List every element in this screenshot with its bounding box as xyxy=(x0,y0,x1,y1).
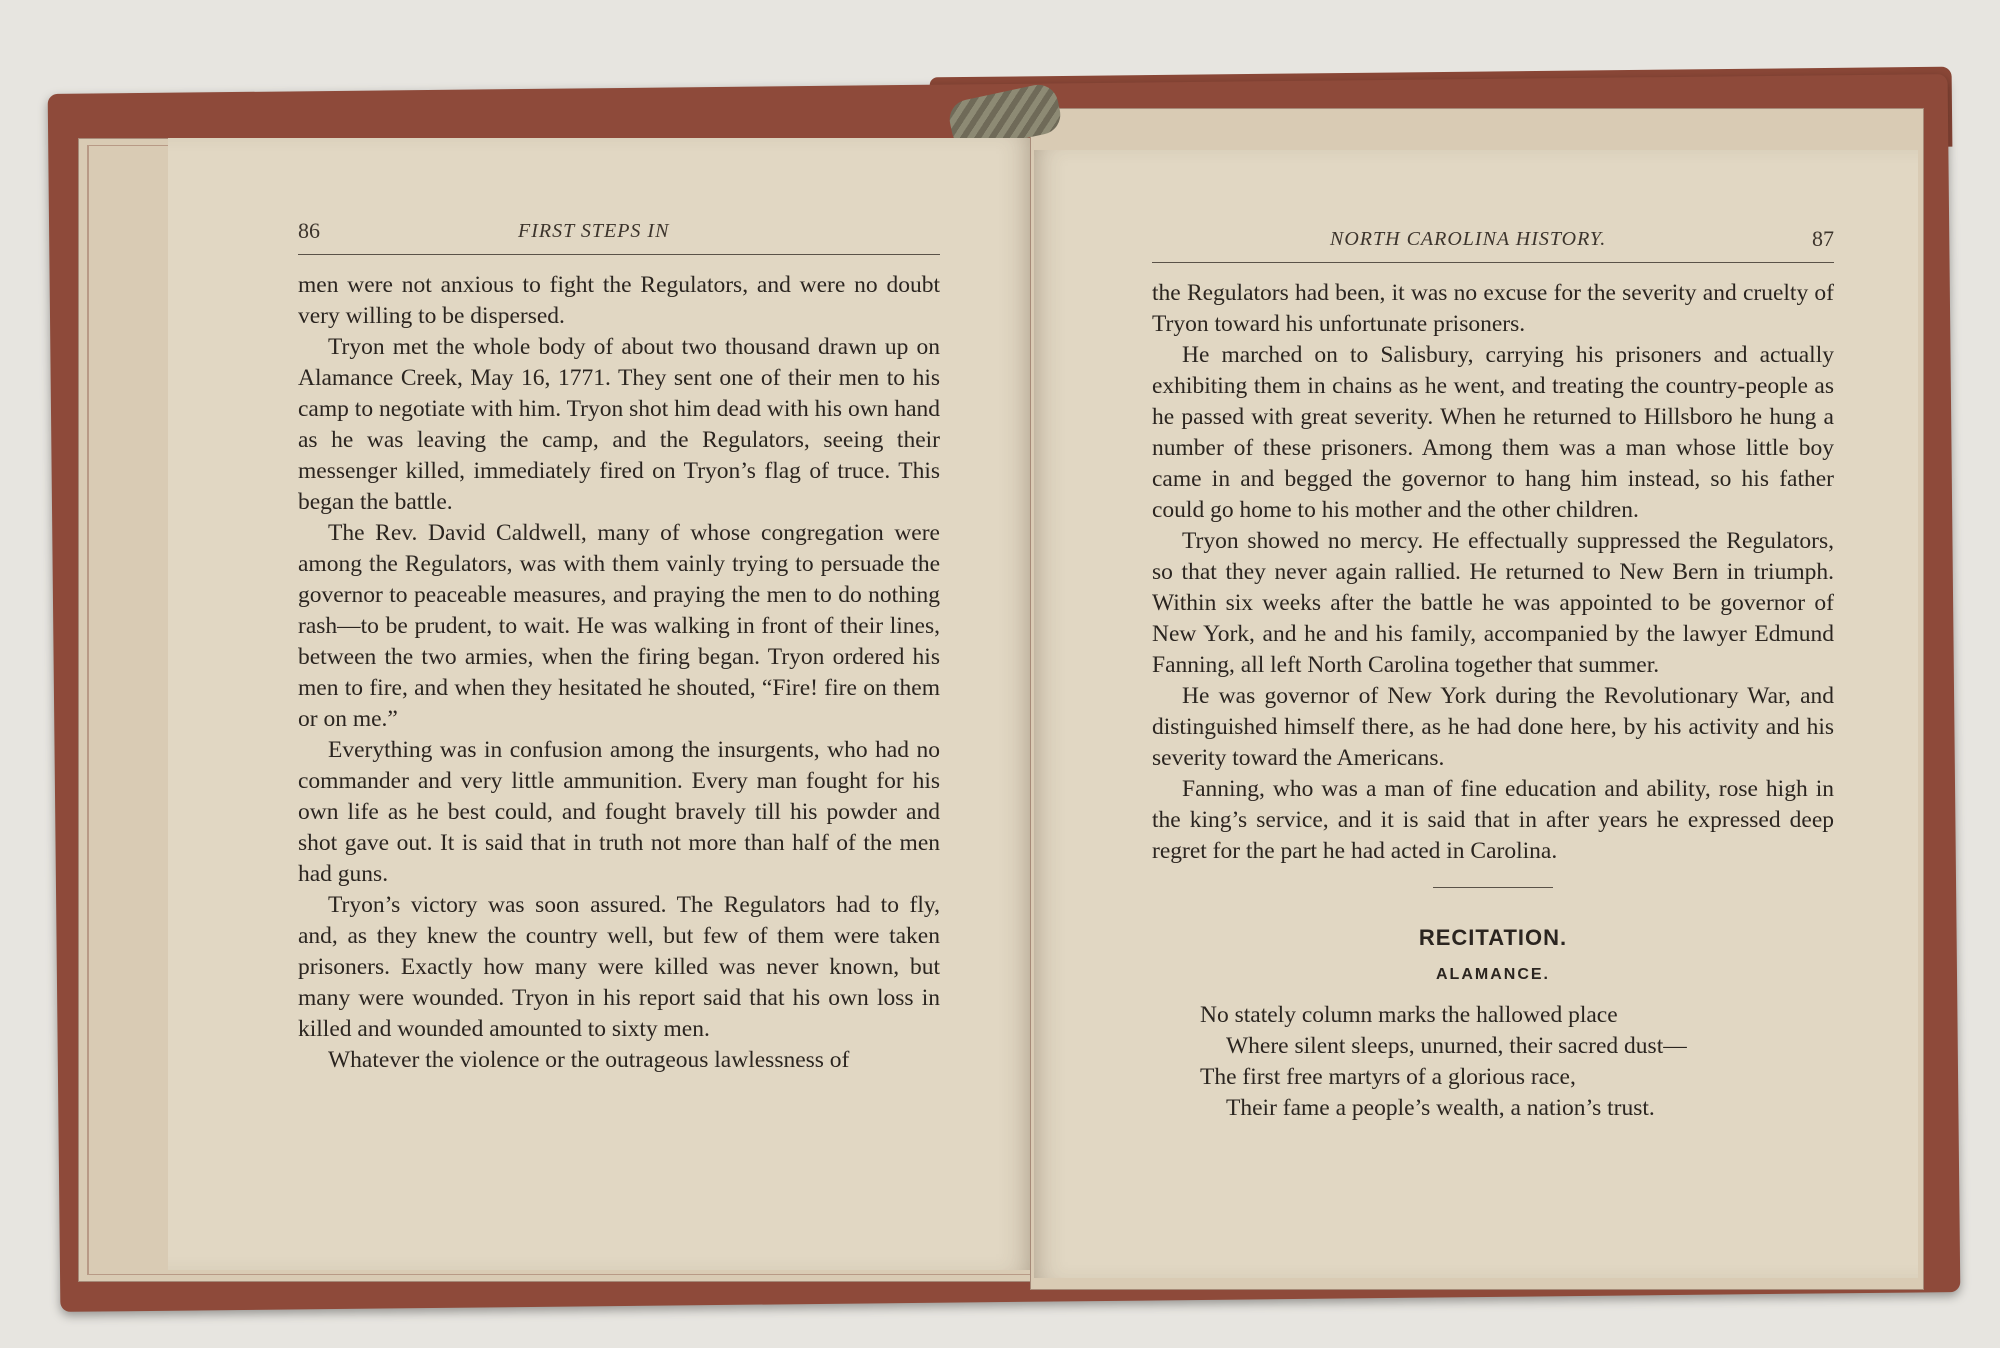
paragraph: He was governor of New York during the Revolutionary War, and distinguished himself there, as he had done here, by his activity and his severity toward the Americans. xyxy=(1152,683,1834,771)
paragraph: Everything was in confusion among the insurgents, who had no commander and very little ammunition. Every man fought for his own life as he best could, and fought bravely till his powder and shot gave out. It is said that in truth not more than half of the men had guns. xyxy=(298,737,940,887)
paragraph: Tryon showed no mercy. He effectually suppressed the Regulators, so that they never again rallied. He returned to New Bern in triumph. Within six weeks after the battle he was appointed to be governor of New York, and he and his family, accompanied by the lawyer Edmund Fanning, all left North Carolina together that summer. xyxy=(1152,528,1834,678)
left-page-body xyxy=(298,270,940,1076)
poem-title: ALAMANCE. xyxy=(1436,966,1550,983)
paragraph: Tryon met the whole body of about two thousand drawn up on Alamance Creek, May 16, 1771. They sent one of their men to his camp to negotiate with him. Tryon shot him dead with his own hand as he was leaving the camp, and the Regulators, seeing their messenger killed, immediately fired on Tryon’s flag of truce. This began the battle. xyxy=(298,334,940,515)
poem-line: The first free martyrs of a glorious race, xyxy=(1200,1064,1576,1090)
running-title: FIRST STEPS IN xyxy=(518,220,670,242)
right-page xyxy=(1034,150,1918,1278)
paragraph: He marched on to Salisbury, carrying his prisoners and actually exhibiting them in chains as he went, and treating the country-people as he passed with great severity. When he returned to Hillsboro he hung a number of these prisoners. Among them was a man whose little boy came in and begged the governor to hang him instead, so his father could go home to his mother and the other children. xyxy=(1152,342,1834,523)
paragraph: The Rev. David Caldwell, many of whose congregation were among the Regulators, was with them vainly trying to persuade the governor to peaceable measures, and praying the men to do nothing rash—to be prudent, to wait. He was walking in front of their lines, between the two armies, when the firing began. Tryon ordered his men to fire, and when they hesitated he shouted, “Fire! fire on them or on me.” xyxy=(298,520,940,732)
section-divider xyxy=(1433,887,1553,888)
poem-line: No stately column marks the hallowed place xyxy=(1200,1002,1618,1028)
paragraph: Fanning, who was a man of fine education and ability, rose high in the king’s service, and it is said that in after years he expressed deep regret for the part he had acted in Carolina. xyxy=(1152,776,1834,864)
paragraph: the Regulators had been, it was no excuse for the severity and cruelty of Tryon toward his unfortunate prisoners. xyxy=(1152,280,1834,337)
poem xyxy=(1152,1000,1834,1124)
paragraph: men were not anxious to fight the Regulators, and were no doubt very willing to be dispersed. xyxy=(298,272,940,329)
recitation-heading: RECITATION. xyxy=(1418,925,1568,950)
right-page-body xyxy=(1152,278,1834,1124)
paragraph: Tryon’s victory was soon assured. The Regulators had to fly, and, as they knew the country well, but few of them were taken prisoners. Exactly how many were killed was never known, but many were wounded. Tryon in his report said that his own loss in killed and wounded amounted to sixty men. xyxy=(298,892,940,1042)
poem-line: Where silent sleeps, unurned, their sacred dust— xyxy=(1226,1033,1687,1059)
left-page-header xyxy=(298,218,940,255)
poem-line: Their fame a people’s wealth, a nation’s trust. xyxy=(1226,1095,1655,1121)
page-number: 86 xyxy=(298,218,320,243)
page-number: 87 xyxy=(1812,226,1834,251)
left-page xyxy=(168,138,1030,1270)
right-page-header xyxy=(1152,226,1834,263)
paragraph: Whatever the violence or the outrageous lawlessness of xyxy=(328,1047,850,1073)
running-title: NORTH CAROLINA HISTORY. xyxy=(1330,228,1607,250)
